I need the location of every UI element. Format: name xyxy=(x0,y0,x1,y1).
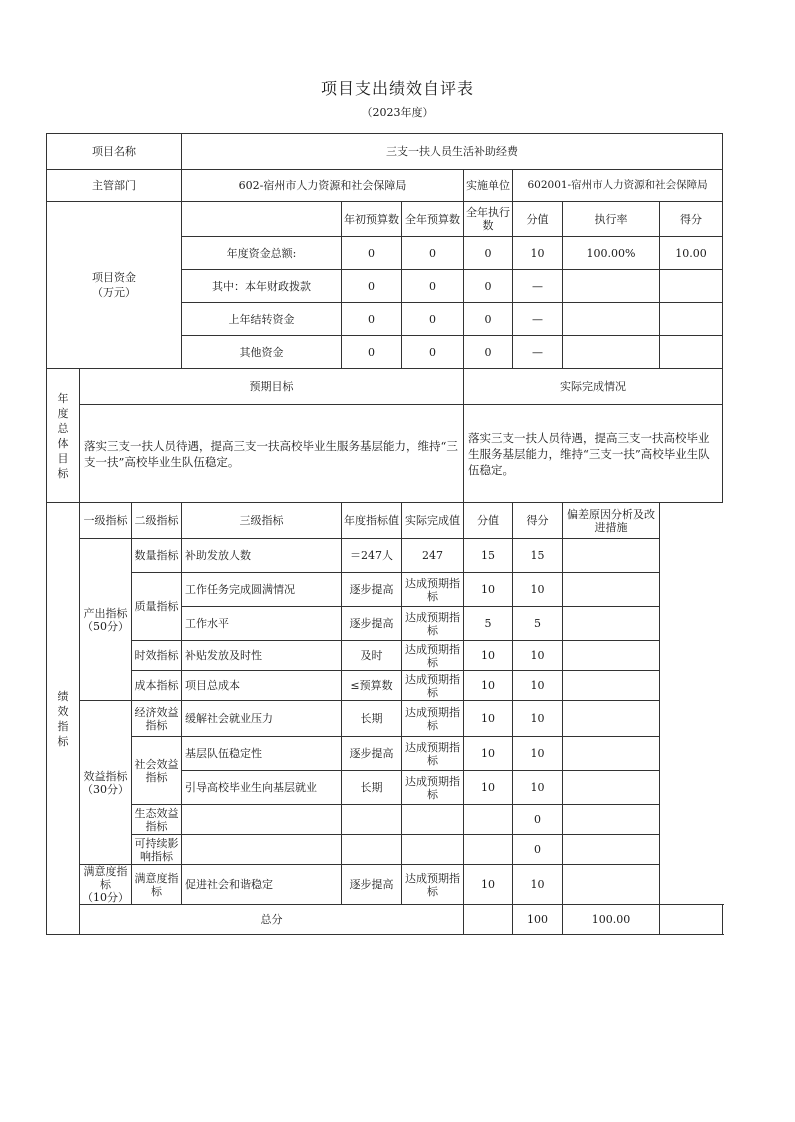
l3-cell: 引导高校毕业生向基层就业 xyxy=(182,771,342,805)
ind-header-l1: 一级指标 xyxy=(80,503,132,539)
actual-cell: 达成预期指标 xyxy=(402,671,464,701)
l2-ecological: 生态效益指标 xyxy=(132,805,182,835)
goals-actual-text: 落实三支一扶人员待遇，提高三支一扶高校毕业生服务基层能力，维持“三支一扶”高校毕业生队伍稳定。 xyxy=(464,405,723,503)
ind-header-got: 得分 xyxy=(513,503,563,539)
funds-row-rate xyxy=(563,336,660,369)
l1-satisfaction: 满意度指标 （10分） xyxy=(80,865,132,905)
funds-row-got: 10.00 xyxy=(660,237,723,270)
project-name-label: 项目名称 xyxy=(47,134,182,170)
funds-row-score: — xyxy=(513,303,563,336)
goals-expected-header: 预期目标 xyxy=(80,369,464,405)
actual-cell: 达成预期指标 xyxy=(402,573,464,607)
funds-row-rate xyxy=(563,303,660,336)
funds-row-v1: 0 xyxy=(342,237,402,270)
funds-row-v2: 0 xyxy=(402,237,464,270)
funds-row-got xyxy=(660,336,723,369)
funds-row-got xyxy=(660,270,723,303)
funds-row-v2: 0 xyxy=(402,336,464,369)
funds-header-executed: 全年执行数 xyxy=(464,202,513,237)
funds-row-name: 其他资金 xyxy=(182,336,342,369)
funds-header-annual: 全年预算数 xyxy=(402,202,464,237)
ind-header-l3: 三级指标 xyxy=(182,503,342,539)
funds-row-rate: 100.00% xyxy=(563,237,660,270)
deviation-cell xyxy=(563,671,660,701)
evaluation-table xyxy=(46,133,723,935)
ind-header-deviation: 偏差原因分析及改进措施 xyxy=(563,503,660,539)
actual-cell: 达成预期指标 xyxy=(402,865,464,905)
funds-header-rate: 执行率 xyxy=(563,202,660,237)
got-cell: 10 xyxy=(513,641,563,671)
got-cell: 0 xyxy=(513,835,563,865)
target-cell: 逐步提高 xyxy=(342,865,402,905)
total-blank xyxy=(464,905,513,935)
funds-row-v3: 0 xyxy=(464,303,513,336)
goals-label: 年 度 总 体 目 标 xyxy=(47,369,80,503)
actual-cell: 247 xyxy=(402,539,464,573)
got-cell: 10 xyxy=(513,771,563,805)
funds-row-score: — xyxy=(513,336,563,369)
impl-unit-label: 实施单位 xyxy=(464,170,513,202)
funds-header-score: 分值 xyxy=(513,202,563,237)
total-label: 总分 xyxy=(80,905,464,935)
score-cell: 5 xyxy=(464,607,513,641)
score-cell: 10 xyxy=(464,737,513,771)
total-score: 100 xyxy=(513,905,563,935)
score-cell: 10 xyxy=(464,865,513,905)
dept-label: 主管部门 xyxy=(47,170,182,202)
actual-cell: 达成预期指标 xyxy=(402,641,464,671)
goals-actual-header: 实际完成情况 xyxy=(464,369,723,405)
l3-cell xyxy=(182,835,342,865)
l1-benefit: 效益指标 （30分） xyxy=(80,701,132,865)
l2-quality: 质量指标 xyxy=(132,573,182,641)
page-subtitle-year: （2023年度） xyxy=(361,106,434,119)
got-cell: 10 xyxy=(513,865,563,905)
funds-row-v1: 0 xyxy=(342,336,402,369)
target-cell: 逐步提高 xyxy=(342,737,402,771)
target-cell: 逐步提高 xyxy=(342,573,402,607)
got-cell: 10 xyxy=(513,671,563,701)
l3-cell: 促进社会和谐稳定 xyxy=(182,865,342,905)
l3-cell xyxy=(182,805,342,835)
got-cell: 10 xyxy=(513,737,563,771)
ind-header-score: 分值 xyxy=(464,503,513,539)
funds-row-name: 上年结转资金 xyxy=(182,303,342,336)
deviation-cell xyxy=(563,607,660,641)
actual-cell: 达成预期指标 xyxy=(402,771,464,805)
actual-cell: 达成预期指标 xyxy=(402,701,464,737)
deviation-cell xyxy=(563,771,660,805)
score-cell xyxy=(464,835,513,865)
total-got: 100.00 xyxy=(563,905,660,935)
total-blank-right xyxy=(660,905,723,935)
funds-row-v3: 0 xyxy=(464,270,513,303)
l2-economic: 经济效益指标 xyxy=(132,701,182,737)
l2-sustainable: 可持续影响指标 xyxy=(132,835,182,865)
funds-header-got: 得分 xyxy=(660,202,723,237)
l3-cell: 工作水平 xyxy=(182,607,342,641)
funds-row-v1: 0 xyxy=(342,303,402,336)
actual-cell: 达成预期指标 xyxy=(402,737,464,771)
got-cell: 10 xyxy=(513,701,563,737)
got-cell: 15 xyxy=(513,539,563,573)
funds-row-v3: 0 xyxy=(464,336,513,369)
funds-label: 项目资金 （万元） xyxy=(47,202,182,369)
score-cell: 10 xyxy=(464,771,513,805)
deviation-cell xyxy=(563,641,660,671)
deviation-cell xyxy=(563,737,660,771)
actual-cell xyxy=(402,805,464,835)
page-title: 项目支出绩效自评表 xyxy=(320,79,474,98)
got-cell: 10 xyxy=(513,573,563,607)
funds-row-score: — xyxy=(513,270,563,303)
funds-header-blank xyxy=(182,202,342,237)
score-cell xyxy=(464,805,513,835)
l2-cost: 成本指标 xyxy=(132,671,182,701)
l2-satisfaction: 满意度指标 xyxy=(132,865,182,905)
score-cell: 10 xyxy=(464,701,513,737)
l3-cell: 缓解社会就业压力 xyxy=(182,701,342,737)
ind-header-target: 年度指标值 xyxy=(342,503,402,539)
l1-output: 产出指标 （50分） xyxy=(80,539,132,701)
got-cell: 0 xyxy=(513,805,563,835)
l2-social: 社会效益指标 xyxy=(132,737,182,805)
score-cell: 10 xyxy=(464,641,513,671)
funds-row-v2: 0 xyxy=(402,270,464,303)
l3-cell: 工作任务完成圆满情况 xyxy=(182,573,342,607)
ind-header-actual: 实际完成值 xyxy=(402,503,464,539)
deviation-cell xyxy=(563,865,660,905)
target-cell: ＝247人 xyxy=(342,539,402,573)
impl-unit-value: 602001-宿州市人力资源和社会保障局 xyxy=(513,170,723,202)
l3-cell: 补助发放人数 xyxy=(182,539,342,573)
funds-row-rate xyxy=(563,270,660,303)
funds-row-v3: 0 xyxy=(464,237,513,270)
indicators-label: 绩 效 指 标 xyxy=(47,503,80,935)
deviation-cell xyxy=(563,835,660,865)
funds-row-v1: 0 xyxy=(342,270,402,303)
deviation-cell xyxy=(563,805,660,835)
target-cell: ≤预算数 xyxy=(342,671,402,701)
target-cell: 长期 xyxy=(342,701,402,737)
score-cell: 10 xyxy=(464,671,513,701)
l2-quantity: 数量指标 xyxy=(132,539,182,573)
target-cell: 长期 xyxy=(342,771,402,805)
funds-row-name: 其中：本年财政拨款 xyxy=(182,270,342,303)
got-cell: 5 xyxy=(513,607,563,641)
ind-header-l2: 二级指标 xyxy=(132,503,182,539)
deviation-cell xyxy=(563,573,660,607)
target-cell xyxy=(342,805,402,835)
l3-cell: 项目总成本 xyxy=(182,671,342,701)
l3-cell: 补贴发放及时性 xyxy=(182,641,342,671)
score-cell: 15 xyxy=(464,539,513,573)
actual-cell: 达成预期指标 xyxy=(402,607,464,641)
deviation-cell xyxy=(563,539,660,573)
funds-row-name: 年度资金总额: xyxy=(182,237,342,270)
dept-value: 602-宿州市人力资源和社会保障局 xyxy=(182,170,464,202)
l2-timeliness: 时效指标 xyxy=(132,641,182,671)
goals-expected-text: 落实三支一扶人员待遇，提高三支一扶高校毕业生服务基层能力，维持“三支一扶”高校毕业生队伍稳定。 xyxy=(80,405,464,503)
target-cell: 逐步提高 xyxy=(342,607,402,641)
target-cell: 及时 xyxy=(342,641,402,671)
score-cell: 10 xyxy=(464,573,513,607)
project-name-value: 三支一扶人员生活补助经费 xyxy=(182,134,723,170)
l3-cell: 基层队伍稳定性 xyxy=(182,737,342,771)
funds-header-initial: 年初预算数 xyxy=(342,202,402,237)
actual-cell xyxy=(402,835,464,865)
deviation-cell xyxy=(563,701,660,737)
funds-row-got xyxy=(660,303,723,336)
target-cell xyxy=(342,835,402,865)
funds-row-score: 10 xyxy=(513,237,563,270)
funds-row-v2: 0 xyxy=(402,303,464,336)
